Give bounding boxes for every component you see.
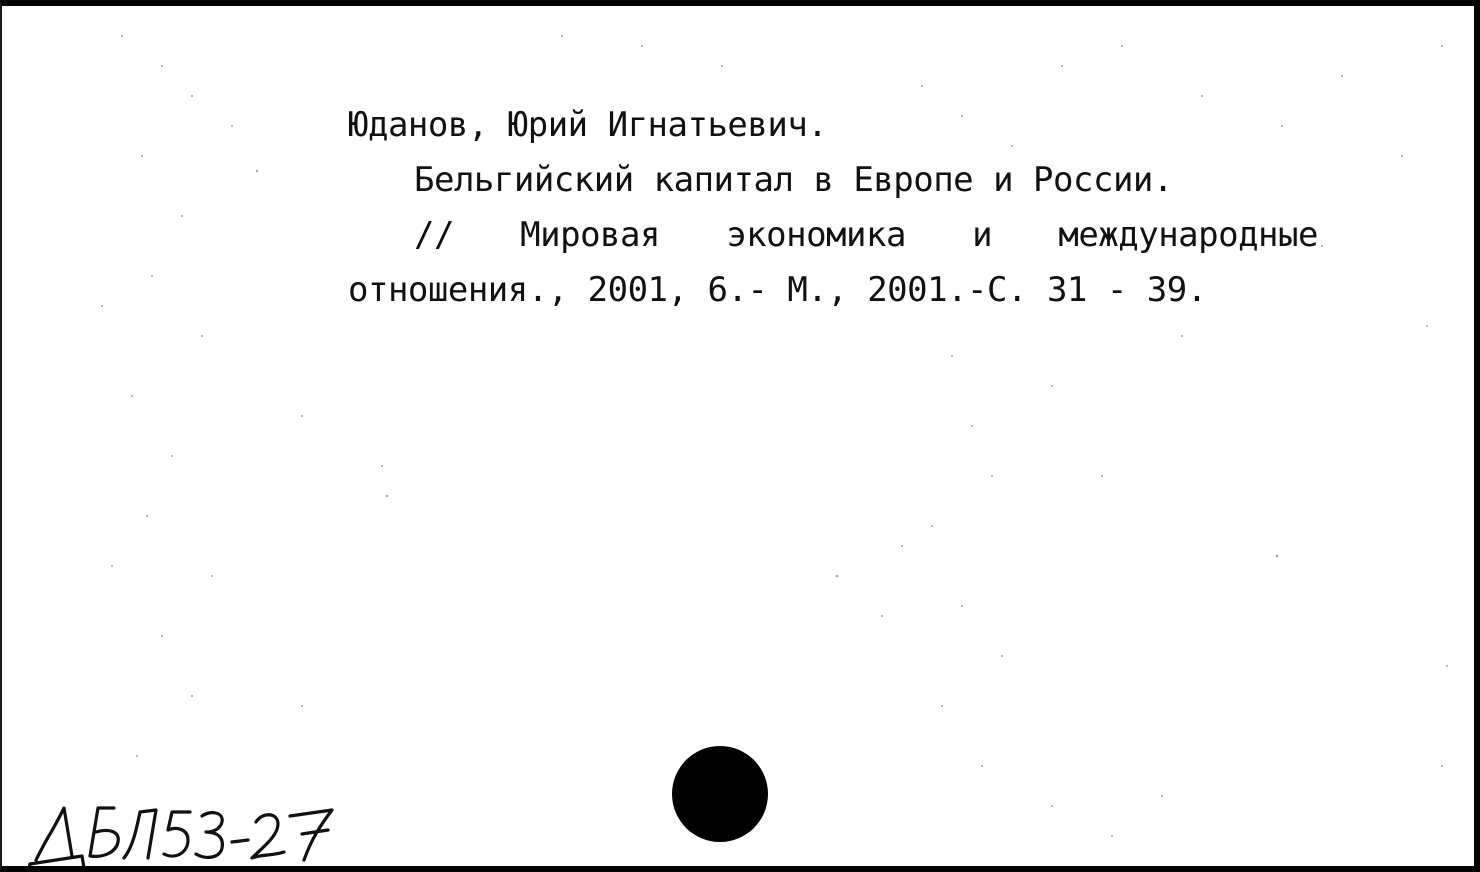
author-heading: Юданов, Юрий Игнатьевич. [348,105,828,145]
source-word: Мировая [520,215,660,255]
source-word: и [972,215,993,255]
punch-hole-icon [670,744,770,844]
source-line-2: отношения., 2001, 6.- М., 2001.-С. 31 - 39. [348,270,1207,310]
work-title: Бельгийский капитал в Европе и России. [414,160,1173,200]
handwritten-shelfmark [26,782,346,872]
source-word: международные [1058,215,1318,255]
source-word: экономика [726,215,906,255]
source-word: // [414,215,454,255]
source-line-1 [348,208,1318,263]
bibliographic-entry [348,98,1318,318]
